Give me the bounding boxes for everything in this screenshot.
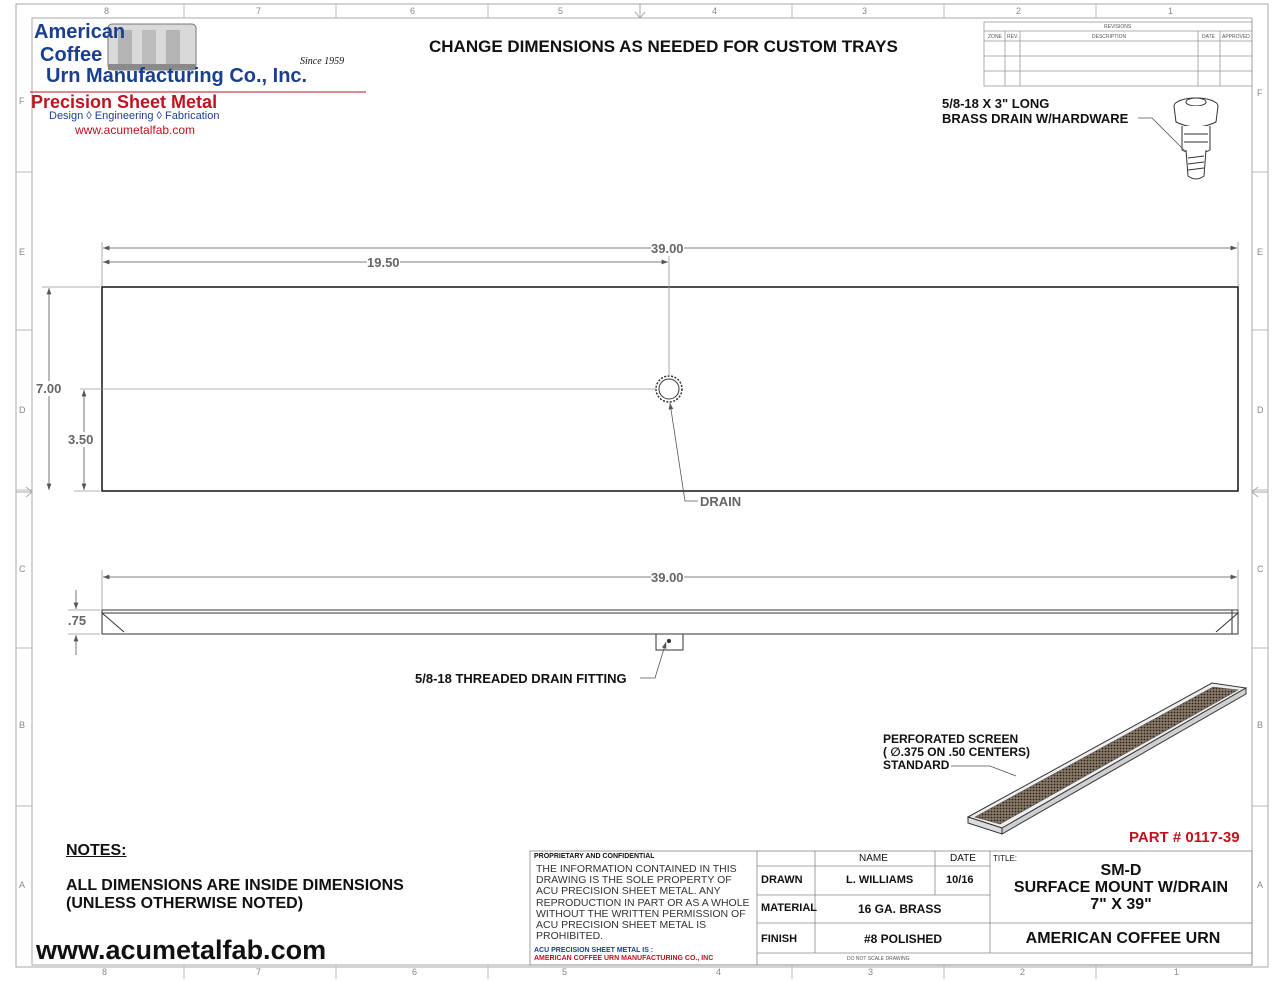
dim-height: .75 bbox=[68, 613, 87, 628]
dim-side-length: 39.00 bbox=[651, 570, 684, 585]
logo-services: Design ◊ Engineering ◊ Fabrication bbox=[49, 110, 220, 122]
zone-col-6: 6 bbox=[410, 6, 416, 16]
revisions-date-header: DATE bbox=[1202, 34, 1215, 40]
drawing-title-line3: 7" X 39" bbox=[1090, 896, 1152, 913]
drawn-date: 10/16 bbox=[946, 874, 974, 886]
zone-row-f: F bbox=[19, 96, 25, 106]
center-mark-left bbox=[16, 487, 32, 497]
zone-col-4-bottom: 4 bbox=[716, 967, 722, 977]
proprietary-heading: PROPRIETARY AND CONFIDENTIAL bbox=[534, 853, 655, 860]
center-mark-top bbox=[635, 4, 645, 18]
notes-line2: (UNLESS OTHERWISE NOTED) bbox=[66, 895, 304, 912]
dim-half-width: 3.50 bbox=[68, 432, 94, 447]
finish-label: FINISH bbox=[761, 933, 798, 945]
zone-row-a-right: A bbox=[1257, 880, 1264, 890]
extension-lines bbox=[42, 242, 1238, 634]
zone-row-f-right: F bbox=[1257, 88, 1263, 98]
part-number: PART # 0117-39 bbox=[1129, 829, 1240, 846]
screen-callout-line1: PERFORATED SCREEN bbox=[883, 732, 1019, 746]
logo-line-urn: Urn Manufacturing Co., Inc. bbox=[46, 65, 308, 87]
date-header: DATE bbox=[950, 853, 976, 864]
zone-row-b: B bbox=[19, 720, 26, 730]
page-title: CHANGE DIMENSIONS AS NEEDED FOR CUSTOM TRAYS bbox=[429, 37, 898, 56]
drain-leader bbox=[670, 403, 698, 501]
zone-col-1-bottom: 1 bbox=[1174, 967, 1180, 977]
zone-col-7-bottom: 7 bbox=[256, 967, 262, 977]
zone-col-8: 8 bbox=[104, 6, 110, 16]
dim-width: 7.00 bbox=[36, 381, 62, 396]
material-value: 16 GA. BRASS bbox=[858, 902, 942, 916]
logo-url: www.acumetalfab.com bbox=[75, 123, 196, 137]
acu-line2: AMERICAN COFFEE URN MANUFACTURING CO., INC bbox=[534, 955, 714, 962]
acu-line1: ACU PRECISION SHEET METAL IS : bbox=[534, 947, 654, 954]
material-label: MATERIAL bbox=[761, 902, 818, 914]
zone-col-6-bottom: 6 bbox=[412, 967, 418, 977]
drain-fitting-side bbox=[656, 634, 683, 650]
dim-length: 39.00 bbox=[651, 241, 684, 256]
zone-row-c-right: C bbox=[1257, 564, 1264, 574]
zone-col-2-bottom: 2 bbox=[1020, 967, 1026, 977]
drawn-name: L. WILLIAMS bbox=[846, 874, 914, 886]
brass-drain-hardware bbox=[1174, 98, 1218, 179]
logo-line-coffee: Coffee bbox=[40, 44, 103, 66]
zone-col-3-bottom: 3 bbox=[868, 967, 874, 977]
drawing-title-line2: SURFACE MOUNT W/DRAIN bbox=[1013, 879, 1229, 896]
zone-col-1: 1 bbox=[1168, 6, 1174, 16]
drain-label: DRAIN bbox=[700, 494, 742, 509]
fitting-callout: 5/8-18 THREADED DRAIN FITTING bbox=[415, 671, 627, 686]
drawing-title bbox=[990, 862, 1252, 913]
zone-row-d-right: D bbox=[1257, 405, 1264, 415]
do-not-scale: DO NOT SCALE DRAWING bbox=[847, 956, 910, 962]
logo-line-american: American bbox=[34, 21, 126, 43]
company-name: AMERICAN COFFEE URN bbox=[1025, 930, 1221, 947]
zone-row-e: E bbox=[19, 247, 26, 257]
tray-side-view bbox=[102, 610, 1238, 634]
revisions-approved-header: APPROVED bbox=[1222, 34, 1250, 40]
drawn-label: DRAWN bbox=[761, 874, 803, 886]
zone-row-a: A bbox=[19, 880, 26, 890]
zone-col-4: 4 bbox=[712, 6, 718, 16]
zone-row-d: D bbox=[19, 405, 26, 415]
screen-callout-line3: STANDARD bbox=[883, 758, 950, 772]
revision-table bbox=[984, 22, 1252, 86]
finish-value: #8 POLISHED bbox=[864, 932, 943, 946]
zone-row-b-right: B bbox=[1257, 720, 1264, 730]
zone-row-e-right: E bbox=[1257, 247, 1264, 257]
drain-hole bbox=[656, 376, 682, 402]
revisions-rev-header: REV. bbox=[1007, 34, 1019, 40]
zone-col-2: 2 bbox=[1016, 6, 1022, 16]
drawing-title-line1: SM-D bbox=[1100, 862, 1142, 879]
screen-callout bbox=[883, 733, 1030, 772]
zone-row-c: C bbox=[19, 564, 26, 574]
sheet-border bbox=[16, 4, 1268, 967]
zone-col-5-bottom: 5 bbox=[562, 967, 568, 977]
dim-half-length: 19.50 bbox=[367, 255, 400, 270]
website-footer: www.acumetalfab.com bbox=[36, 935, 327, 965]
hardware-callout bbox=[942, 96, 1128, 126]
notes-body bbox=[66, 877, 404, 913]
zone-col-3: 3 bbox=[862, 6, 868, 16]
title-label: TITLE: bbox=[993, 854, 1018, 863]
revisions-description-header: DESCRIPTION bbox=[1092, 34, 1127, 40]
logo-since: Since 1959 bbox=[300, 56, 345, 67]
notes-line1: ALL DIMENSIONS ARE INSIDE DIMENSIONS bbox=[66, 877, 404, 894]
screen-callout-line2: ( ∅.375 ON .50 CENTERS) bbox=[883, 745, 1030, 759]
logo-tagline: Precision Sheet Metal bbox=[31, 92, 218, 112]
name-header: NAME bbox=[859, 853, 888, 864]
revisions-title: REVISIONS bbox=[1104, 24, 1132, 30]
hardware-callout-line2: BRASS DRAIN W/HARDWARE bbox=[942, 111, 1129, 126]
zone-col-7: 7 bbox=[256, 6, 262, 16]
proprietary-text: THE INFORMATION CONTAINED IN THIS DRAWING IS THE SOLE PROPERTY OF ACU PRECISION SHEET METAL. ANY REPRODUCTION IN PART OR AS A WHOLE WITHOUT THE WRITTEN PERMISSION OF ACU PRECISION SHEET METAL IS PROHIBITED. bbox=[536, 863, 750, 943]
notes-heading: NOTES: bbox=[66, 842, 127, 859]
hardware-callout-line1: 5/8-18 X 3" LONG bbox=[942, 96, 1050, 111]
revisions-zone-header: ZONE bbox=[988, 34, 1002, 40]
center-mark-right bbox=[1252, 487, 1268, 497]
zone-col-8-bottom: 8 bbox=[102, 967, 108, 977]
fitting-leader bbox=[640, 642, 666, 678]
zone-col-5: 5 bbox=[558, 6, 564, 16]
